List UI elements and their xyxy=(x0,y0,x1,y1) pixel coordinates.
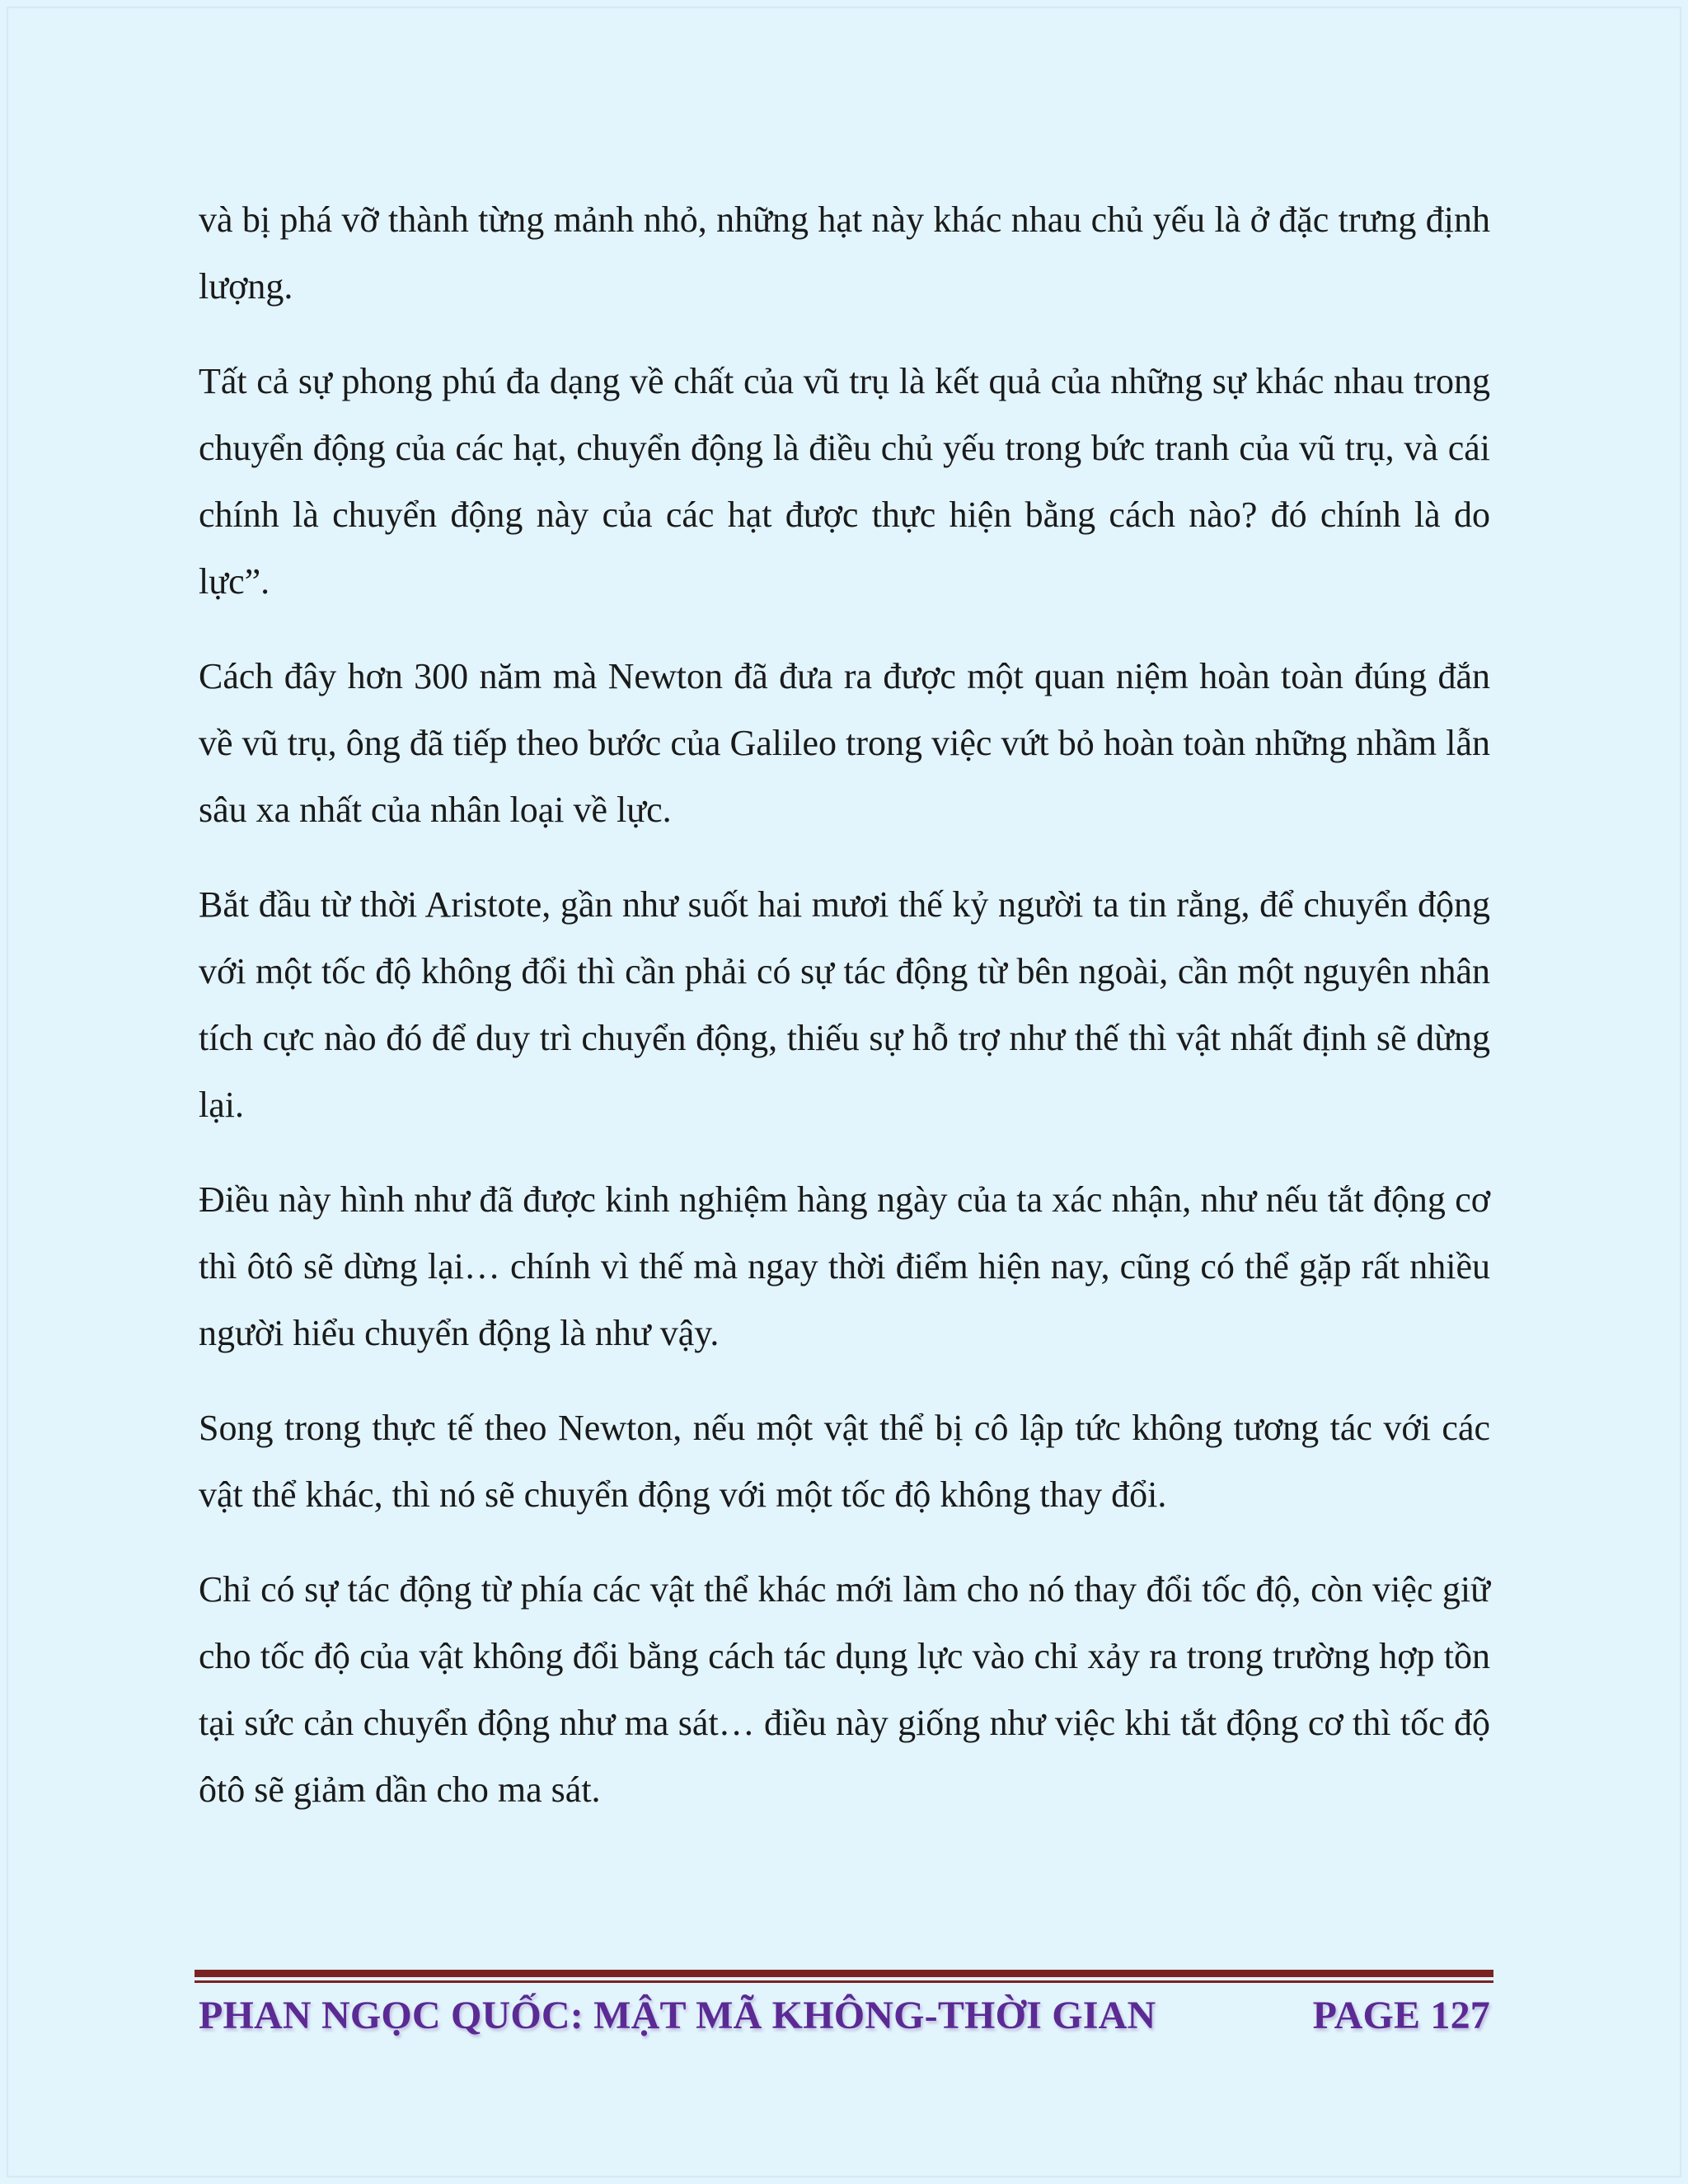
paragraph: Chỉ có sự tác động từ phía các vật thể khác mới làm cho nó thay đổi tốc độ, còn việc giữ cho tốc độ của vật không đổi bằng cách tác dụng lực vào chỉ xảy ra trong trường hợp tồn tại sức cản chuyển động như ma sát… điều này giống như việc khi tắt động cơ thì tốc độ ôtô sẽ giảm dần cho ma sát. xyxy=(199,1569,1490,1810)
page-footer xyxy=(195,1970,1493,2038)
page-body xyxy=(199,186,1490,1851)
paragraph: Cách đây hơn 300 năm mà Newton đã đưa ra được một quan niệm hoàn toàn đúng đắn về vũ trụ, ông đã tiếp theo bước của Galileo trong việc vứt bỏ hoàn toàn những nhầm lẫn sâu xa nhất của nhân loại về lực. xyxy=(199,656,1490,830)
paragraph: Tất cả sự phong phú đa dạng về chất của vũ trụ là kết quả của những sự khác nhau trong chuyển động của các hạt, chuyển động là điều chủ yếu trong bức tranh của vũ trụ, và cái chính là chuyển động này của các hạt được thực hiện bằng cách nào? đó chính là do lực”. xyxy=(199,361,1490,602)
paragraph: Bắt đầu từ thời Aristote, gần như suốt hai mươi thế kỷ người ta tin rằng, để chuyển động với một tốc độ không đổi thì cần phải có sự tác động từ bên ngoài, cần một nguyên nhân tích cực nào đó để duy trì chuyển động, thiếu sự hỗ trợ như thế thì vật nhất định sẽ dừng lại. xyxy=(199,884,1490,1125)
book-title: PHAN NGỌC QUỐC: MẬT MÃ KHÔNG-THỜI GIAN xyxy=(199,1994,1156,2037)
paragraph: Điều này hình như đã được kinh nghiệm hàng ngày của ta xác nhận, như nếu tắt động cơ thì ôtô sẽ dừng lại… chính vì thế mà ngay thời điểm hiện nay, cũng có thể gặp rất nhiều người hiểu chuyển động là như vậy. xyxy=(199,1179,1490,1353)
paragraph: và bị phá vỡ thành từng mảnh nhỏ, những hạt này khác nhau chủ yếu là ở đặc trưng định lượng. xyxy=(199,199,1490,307)
footer-row xyxy=(195,1983,1493,2038)
page-number: PAGE 127 xyxy=(1312,1994,1490,2037)
paragraph: Song trong thực tế theo Newton, nếu một vật thể bị cô lập tức không tương tác với các vật thể khác, thì nó sẽ chuyển động với một tốc độ không thay đổi. xyxy=(199,1408,1490,1515)
footer-rule-thick xyxy=(195,1970,1493,1977)
